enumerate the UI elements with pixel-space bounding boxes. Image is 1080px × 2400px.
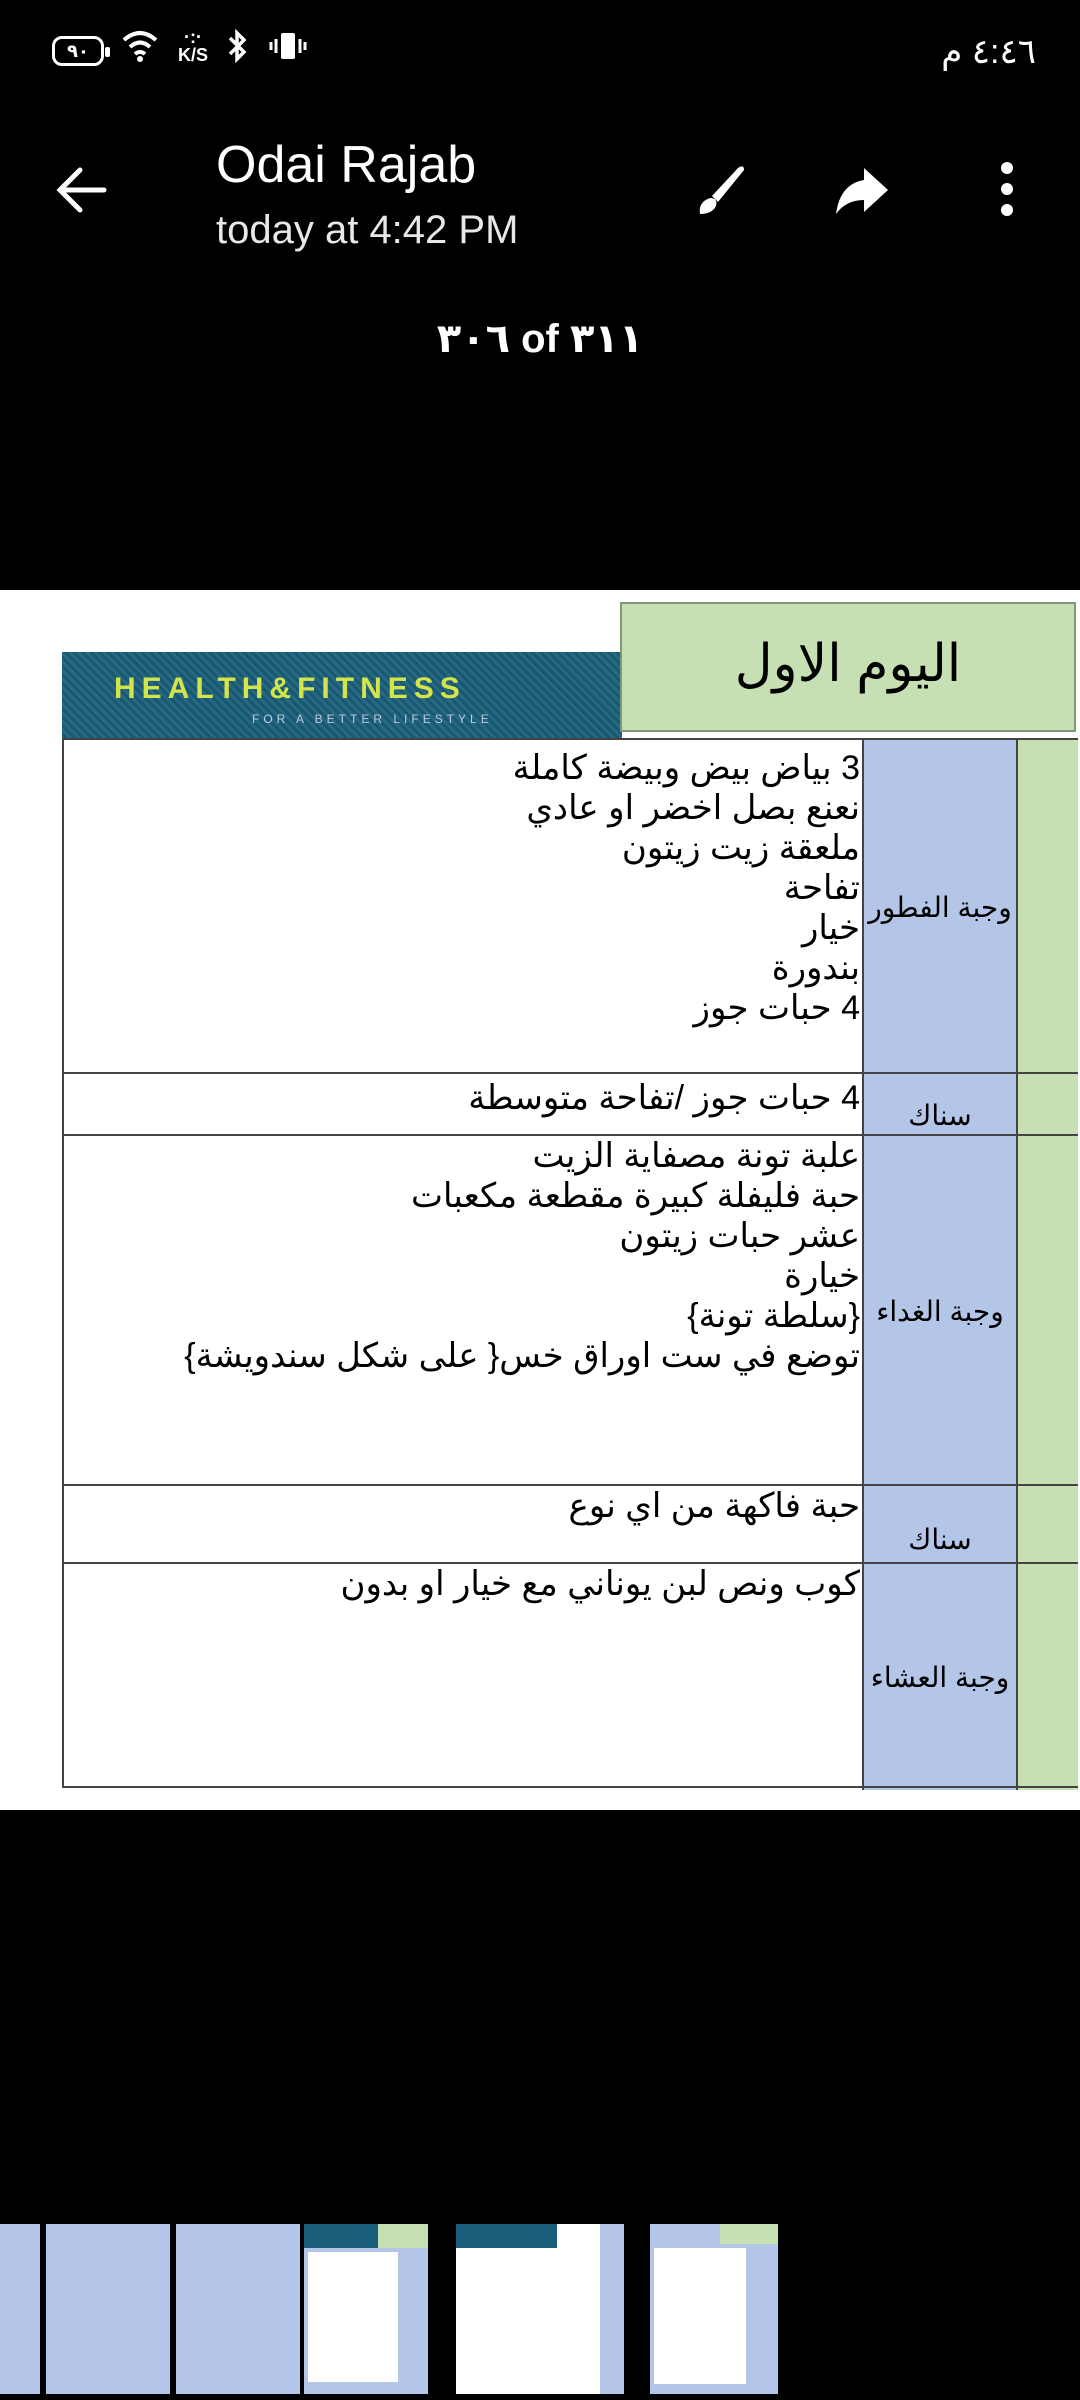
meal-item: {سلطة تونة}	[687, 1297, 860, 1335]
thumbnail[interactable]	[456, 2224, 624, 2394]
meal-item: كوب ونص لبن يوناني مع خيار او بدون	[340, 1565, 860, 1603]
banner-brand: HEALTH&FITNESS	[114, 672, 466, 705]
meal-item: خيارة	[784, 1257, 860, 1295]
meal-items	[513, 748, 860, 1028]
table-row	[62, 1134, 1078, 1486]
vibrate-icon	[268, 30, 308, 62]
meal-items	[468, 1078, 860, 1118]
table-row	[62, 1562, 1078, 1790]
meal-item: بندورة	[771, 949, 860, 987]
image-counter: ٣٠٦ of ٣١١	[436, 317, 644, 361]
meal-item: 4 حبات جوز /تفاحة متوسطة	[468, 1079, 860, 1117]
green-cell	[1016, 1074, 1078, 1136]
meal-label: سناك	[862, 1486, 1016, 1564]
meal-item: ملعقة زيت زيتون	[621, 829, 860, 867]
more-vert-icon[interactable]	[992, 158, 1022, 220]
thumbnail[interactable]	[650, 2224, 778, 2394]
day-title: اليوم الاول	[734, 635, 962, 693]
meal-items	[569, 1486, 860, 1526]
network-speed: ·:· K/S	[178, 27, 209, 65]
meal-item: 3 بياض بيض وبيضة كاملة	[512, 749, 860, 787]
thumbnail-strip[interactable]	[0, 2224, 1080, 2394]
thumbnail[interactable]	[0, 2224, 40, 2394]
banner-tagline: FOR A BETTER LIFESTYLE	[252, 712, 493, 726]
table-row	[62, 1072, 1078, 1136]
green-cell	[1016, 1136, 1078, 1486]
meal-item: علبة تونة مصفاية الزيت	[532, 1137, 860, 1175]
meal-item: نعنع بصل اخضر او عادي	[526, 789, 860, 827]
meal-item: حبة فليفلة كبيرة مقطعة مكعبات	[411, 1177, 860, 1215]
meal-item: 4 حبات جوز	[693, 989, 860, 1027]
status-icons	[120, 28, 308, 64]
table-border	[62, 1786, 1078, 1788]
thumbnail[interactable]	[304, 2224, 428, 2394]
bluetooth-icon	[226, 28, 250, 64]
battery-level: ٩٠	[67, 41, 89, 61]
document-image[interactable]	[0, 590, 1080, 1810]
meal-label: وجبة الغداء	[862, 1136, 1016, 1486]
sender-name: Odai Rajab	[216, 136, 477, 194]
status-bar	[0, 0, 1080, 110]
brush-icon[interactable]	[690, 160, 750, 220]
timestamp: today at 4:42 PM	[216, 208, 519, 252]
thumbnail[interactable]	[176, 2224, 300, 2394]
thumbnail[interactable]	[46, 2224, 170, 2394]
battery-icon	[52, 36, 104, 66]
meal-items	[184, 1136, 860, 1376]
meal-item: توضع في ست اوراق خس{ على شكل سندويشة}	[184, 1337, 860, 1375]
meal-label: وجبة العشاء	[862, 1564, 1016, 1790]
meal-item: خيار	[801, 909, 860, 947]
health-fitness-banner	[62, 652, 622, 740]
green-cell	[1016, 1486, 1078, 1564]
meal-item: تفاحة	[783, 869, 860, 907]
table-row	[62, 1484, 1078, 1564]
day-title-cell	[620, 602, 1076, 732]
meal-items	[341, 1564, 861, 1604]
meal-label: وجبة الفطور	[862, 740, 1016, 1074]
arrow-left-icon[interactable]	[52, 160, 112, 220]
share-icon[interactable]	[832, 160, 892, 220]
meal-item: عشر حبات زيتون	[619, 1217, 860, 1255]
table-row	[62, 738, 1078, 1074]
green-cell	[1016, 1564, 1078, 1790]
meal-label: سناك	[862, 1074, 1016, 1136]
clock: ٤:٤٦ م	[941, 33, 1036, 71]
wifi-icon	[120, 30, 160, 62]
green-cell	[1016, 740, 1078, 1074]
meal-item: حبة فاكهة من اي نوع	[568, 1487, 860, 1525]
